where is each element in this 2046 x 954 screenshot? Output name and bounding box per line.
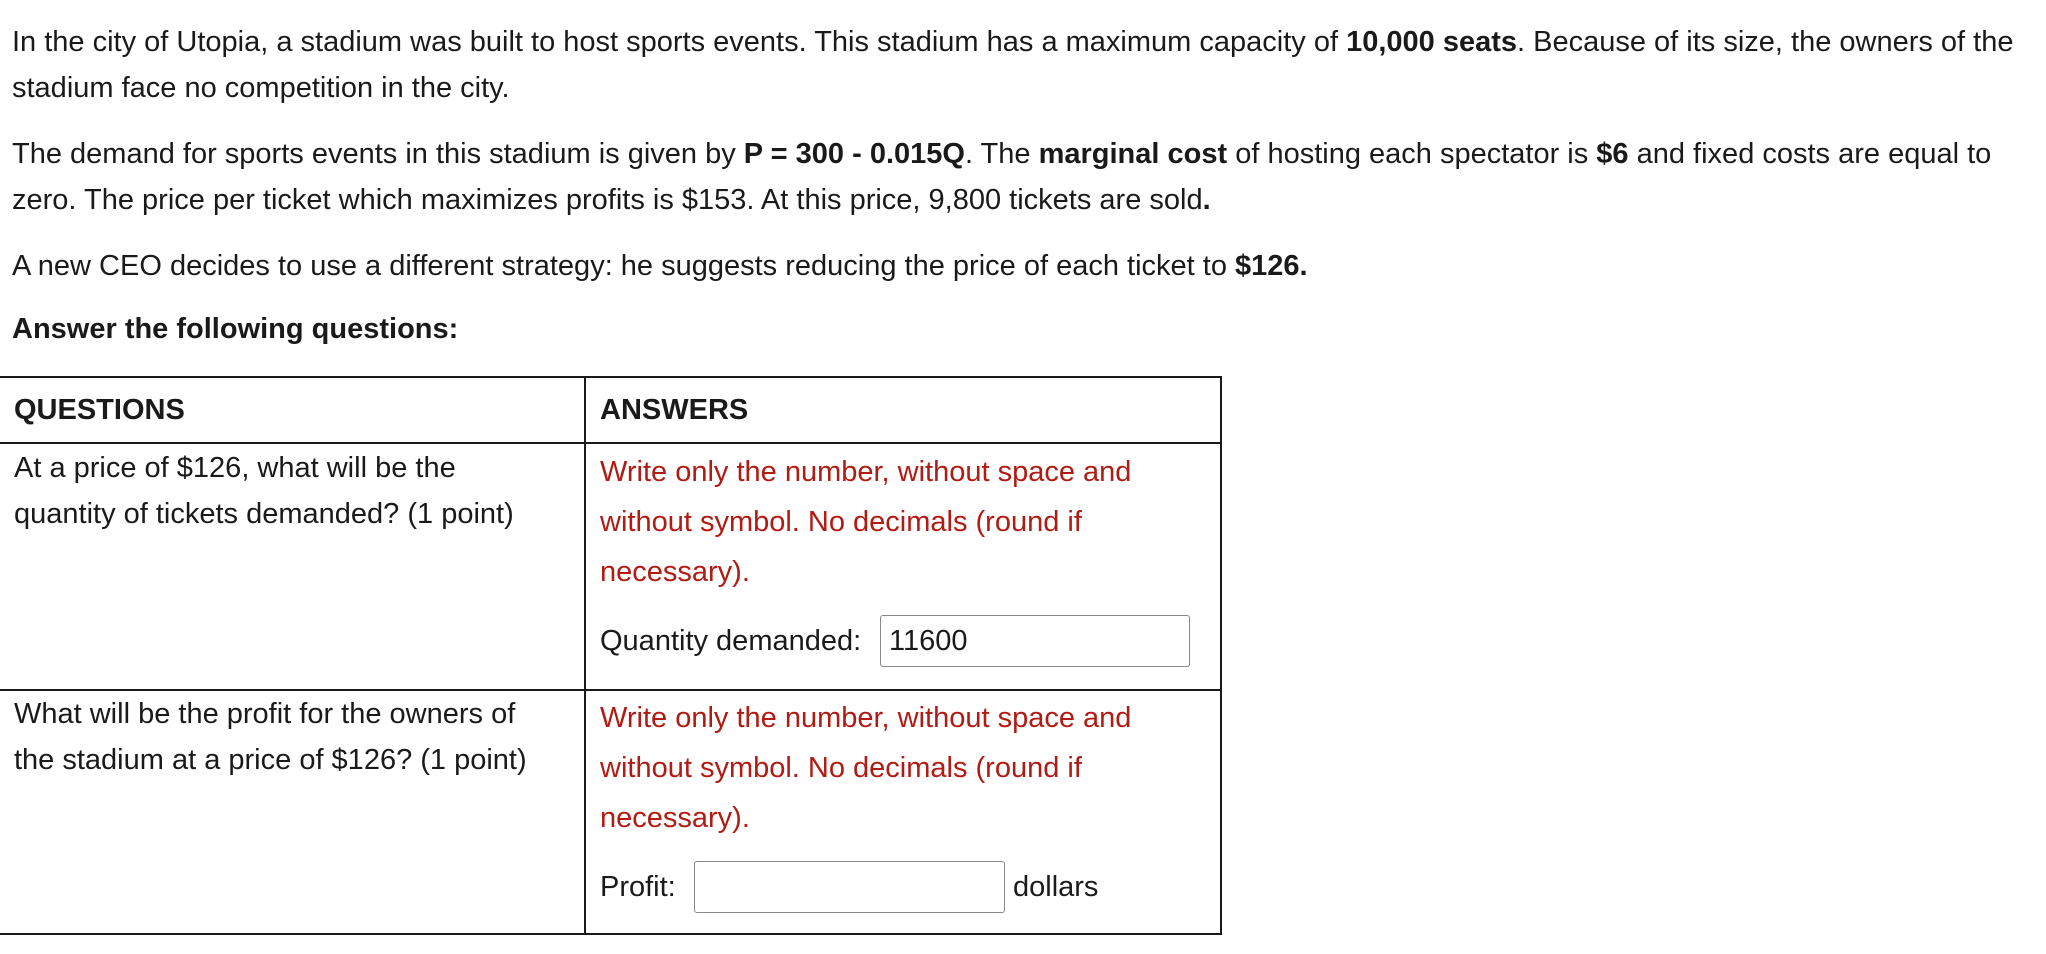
question-1-line-1: At a price of $126, what will be the xyxy=(14,452,456,484)
answer-2-hint-line-3: necessary). xyxy=(600,802,750,834)
profit-unit-label: dollars xyxy=(1013,871,1099,903)
profit-label: Profit: xyxy=(600,871,676,903)
answer-1-hint-line-1: Write only the number, without space and xyxy=(600,456,1132,488)
intro-text: and fixed costs are equal to xyxy=(1628,138,1992,170)
new-price-bold: $126. xyxy=(1235,250,1308,282)
column-divider xyxy=(584,378,586,933)
cost-value-bold: $6 xyxy=(1596,138,1629,170)
answer-2-hint-line-2: without symbol. No decimals (round if xyxy=(600,752,1082,784)
intro-paragraph-1-line-1 xyxy=(12,19,2013,65)
questions-table xyxy=(0,376,1222,935)
demand-equation-bold: P = 300 - 0.015Q xyxy=(743,138,965,170)
marginal-cost-bold: marginal cost xyxy=(1038,138,1228,170)
column-header-answers: ANSWERS xyxy=(600,394,749,426)
intro-text: A new CEO decides to use a different strategy: he suggests reducing the price of each ticket to xyxy=(12,250,1235,282)
quantity-demanded-label: Quantity demanded: xyxy=(600,625,862,657)
intro-period-bold: . xyxy=(1202,184,1211,216)
column-header-questions: QUESTIONS xyxy=(14,394,185,426)
intro-paragraph-1-line-2: stadium face no competition in the city. xyxy=(12,72,510,104)
question-2-line-1: What will be the profit for the owners of xyxy=(14,698,516,730)
intro-text: zero. The price per ticket which maximizes profits is $153. At this price, 9,800 tickets are sold xyxy=(12,184,1203,216)
intro-text: In the city of Utopia, a stadium was built to host sports events. This stadium has a maximum capacity of xyxy=(12,26,1347,58)
intro-capacity-bold: 10,000 seats xyxy=(1346,26,1517,58)
profit-input[interactable] xyxy=(694,861,1005,913)
header-divider xyxy=(0,442,1220,444)
intro-paragraph-3 xyxy=(12,243,1308,289)
quantity-demanded-input[interactable] xyxy=(880,615,1190,667)
question-2-line-2: the stadium at a price of $126? (1 point) xyxy=(14,744,527,776)
intro-text: . Because of its size, the owners of the xyxy=(1517,26,2014,58)
answer-1-hint-line-2: without symbol. No decimals (round if xyxy=(600,506,1082,538)
answer-2-hint-line-1: Write only the number, without space and xyxy=(600,702,1132,734)
intro-text: of hosting each spectator is xyxy=(1227,138,1597,170)
intro-text: The demand for sports events in this stadium is given by xyxy=(12,138,744,170)
intro-paragraph-2-line-1 xyxy=(12,131,1991,177)
intro-text: . The xyxy=(964,138,1039,170)
intro-paragraph-2-line-2 xyxy=(12,177,1211,223)
answer-1-hint-line-3: necessary). xyxy=(600,556,750,588)
question-1-line-2: quantity of tickets demanded? (1 point) xyxy=(14,498,514,530)
questions-heading: Answer the following questions: xyxy=(12,313,459,345)
